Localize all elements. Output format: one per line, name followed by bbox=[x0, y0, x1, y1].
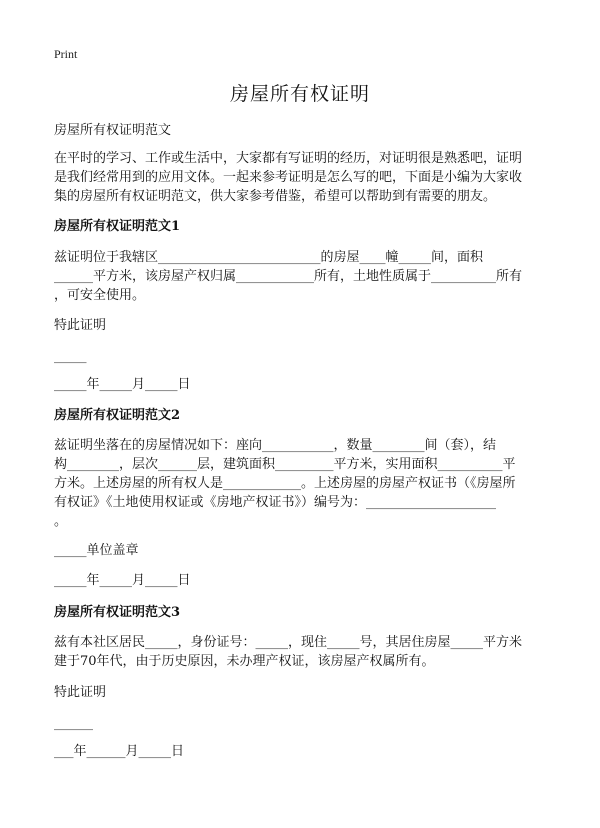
section-3-date: ___年______月_____日 bbox=[54, 744, 185, 759]
section-1-line-2: ______平方米，该房屋产权归属____________所有，土地性质属于__________所有 bbox=[54, 269, 523, 284]
section-1-closing: 特此证明 bbox=[54, 318, 107, 333]
section-2-date: _____年_____月_____日 bbox=[54, 573, 191, 588]
intro-line-2: 是我们经常用到的应用文体。一起来参考证明是怎么写的吧，下面是小编为大家收 bbox=[54, 170, 523, 185]
intro-line-1: 在平时的学习、工作或生活中，大家都有写证明的经历，对证明很是熟悉吧，证明 bbox=[54, 151, 523, 166]
document-subtitle: 房屋所有权证明范文 bbox=[54, 123, 172, 138]
intro-line-3: 集的房屋所有权证明范文，供大家参考借鉴，希望可以帮助到有需要的朋友。 bbox=[54, 189, 497, 204]
section-3-line-1: 兹有本社区居民_____，身份证号：_____，现住_____号，其居住房屋_____平方米 bbox=[54, 635, 523, 650]
section-1-line-1: 兹证明位于我辖区_________________________的房屋____幢_____间，面积 bbox=[54, 250, 484, 265]
section-1-signature: _____ bbox=[54, 349, 87, 364]
section-3-line-2: 建于70年代，由于历史原因，未办理产权证，该房屋产权属所有。 bbox=[54, 654, 435, 669]
section-3-heading: 房屋所有权证明范文3 bbox=[54, 605, 181, 620]
section-3-signature: ______ bbox=[54, 716, 93, 731]
page-title: 房屋所有权证明 bbox=[229, 83, 370, 105]
section-3-closing: 特此证明 bbox=[54, 685, 107, 700]
section-2-line-1: 兹证明坐落在的房屋情况如下：座向___________，数量________间（套），结 bbox=[54, 438, 497, 453]
section-2-line-3: 方米。上述房屋的所有权人是____________。上述房屋的房屋产权证书（《房屋所 bbox=[54, 476, 516, 491]
section-2-line-4: 有权证》《土地使用权证或《房地产权证书》）编号为：____________________ bbox=[54, 495, 497, 510]
section-1-line-3: ，可安全使用。 bbox=[54, 288, 146, 303]
section-1-date: _____年_____月_____日 bbox=[54, 377, 191, 392]
section-2-line-5: 。 bbox=[54, 514, 68, 529]
section-1-heading: 房屋所有权证明范文1 bbox=[54, 219, 181, 234]
print-link[interactable]: Print bbox=[54, 47, 78, 61]
section-2-stamp: _____单位盖章 bbox=[54, 543, 139, 558]
section-2-line-2: 构________，层次______层，建筑面积_________平方米，实用面积__________平 bbox=[54, 457, 516, 472]
section-2-heading: 房屋所有权证明范文2 bbox=[54, 408, 181, 423]
